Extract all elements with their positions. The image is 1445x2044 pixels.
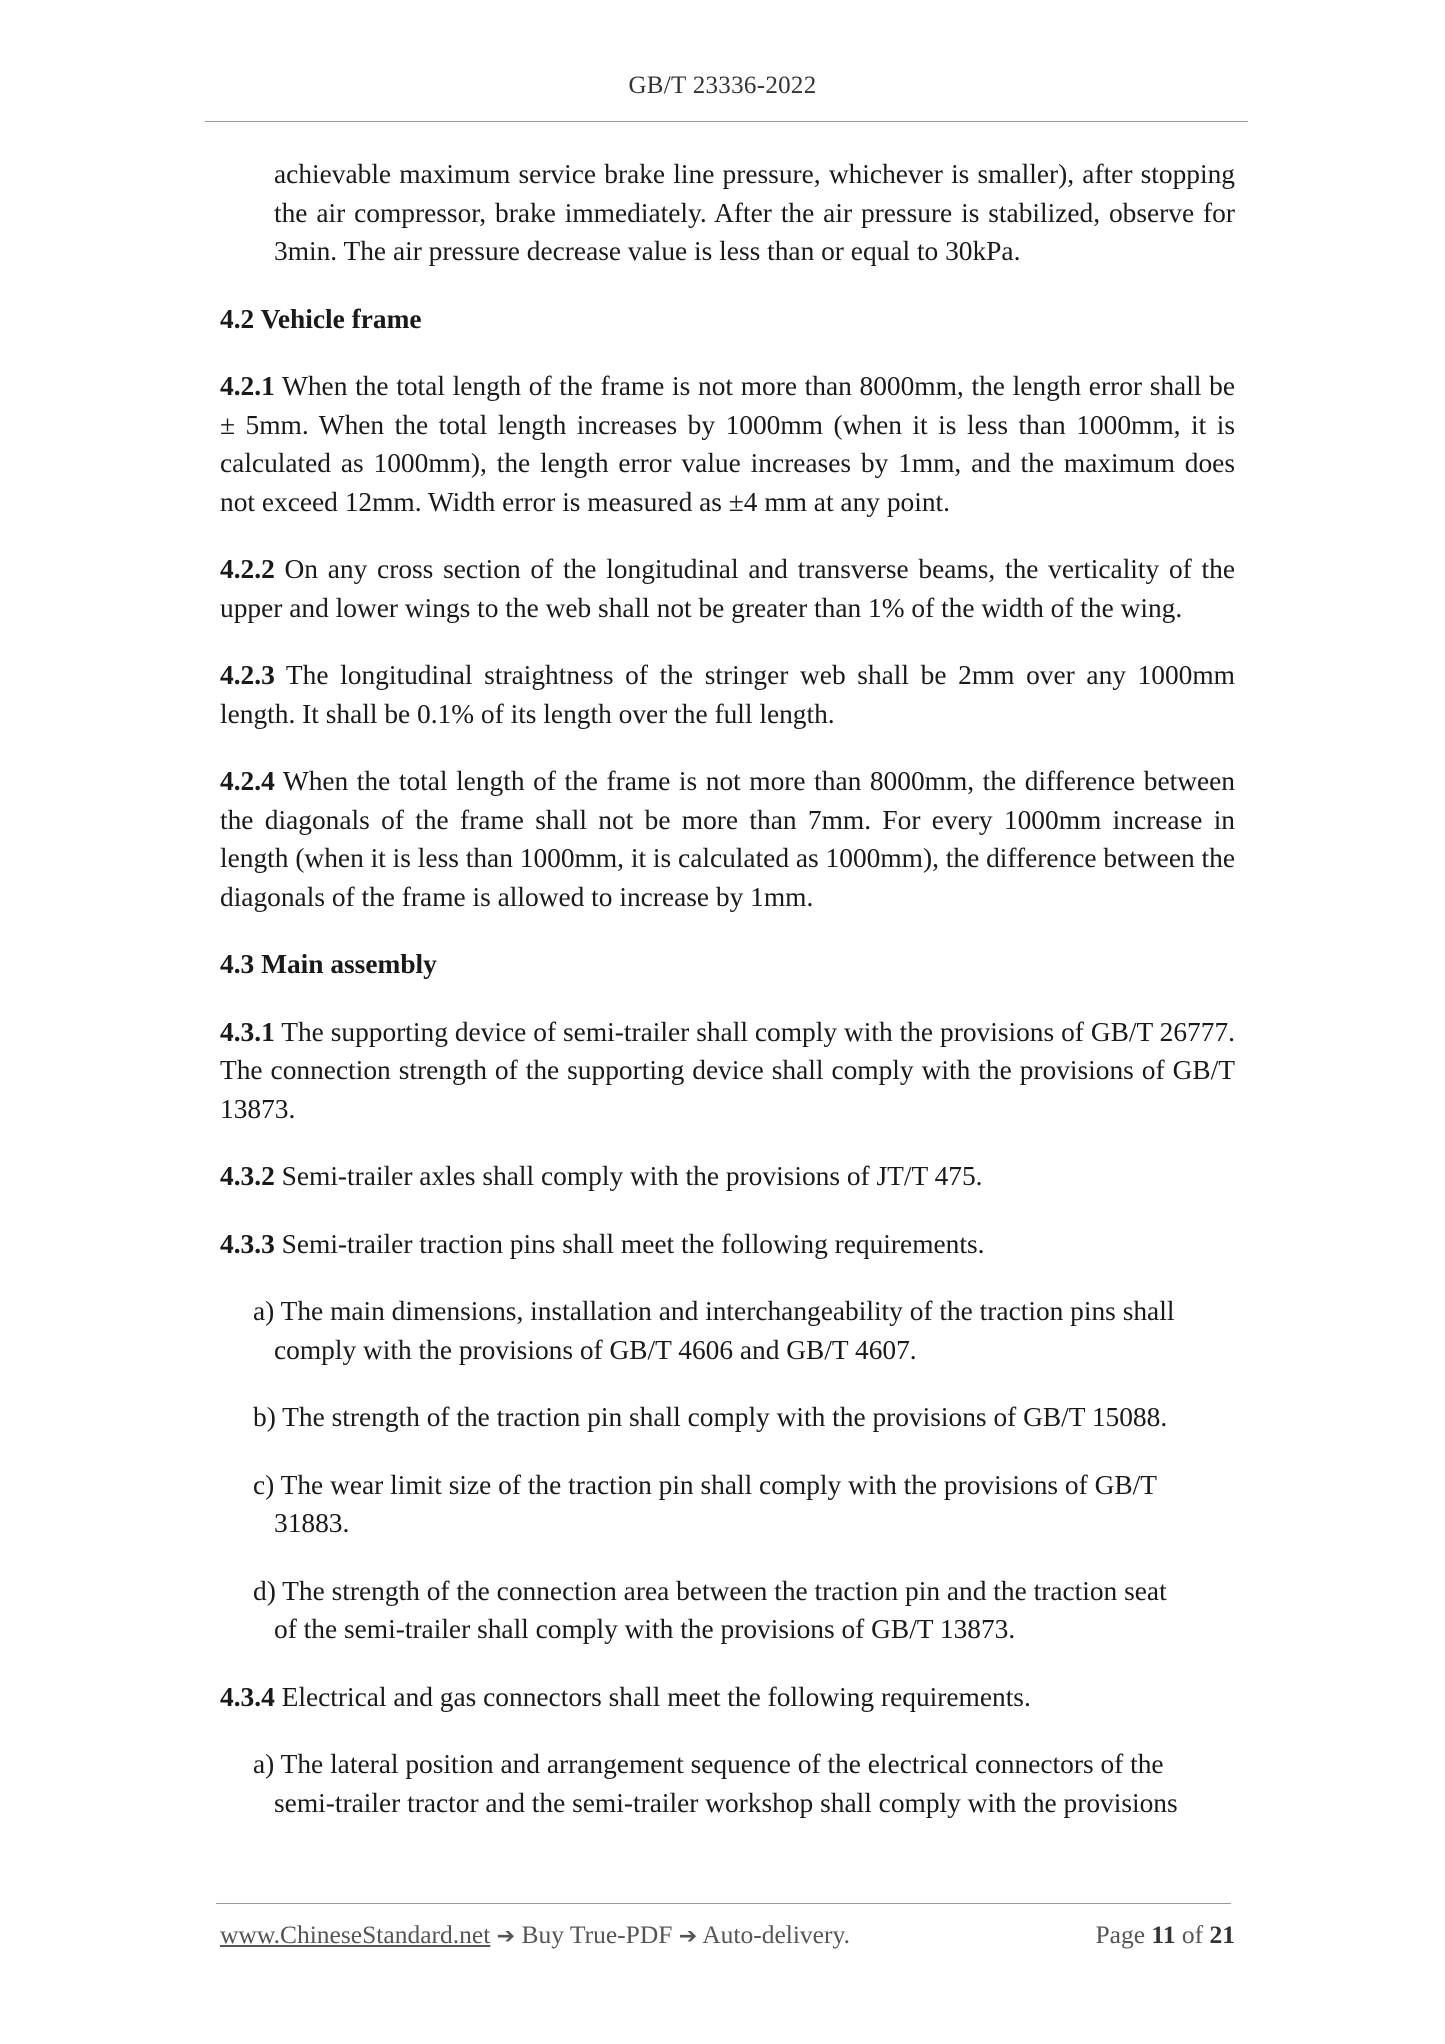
site-link[interactable]: www.ChineseStandard.net <box>220 1920 491 1949</box>
clause-number: 4.3.3 <box>220 1228 275 1259</box>
list-item-continuation: comply with the provisions of GB/T 4606 and GB/T 4607. <box>274 1334 917 1365</box>
page-indicator <box>1095 1920 1235 1950</box>
clause-4-3-4 <box>220 1678 1235 1717</box>
total-page-count: 21 <box>1209 1920 1235 1949</box>
header-divider <box>205 121 1248 122</box>
section-heading-4-3: 4.3 Main assembly <box>220 949 437 979</box>
page-label: Page <box>1095 1920 1152 1949</box>
clause-4-2-1 <box>220 367 1235 521</box>
clause-number: 4.2.1 <box>220 371 275 401</box>
clause-text: When the total length of the frame is not more than 8000mm, the difference between the diagonals of the frame shall not be more than 7mm. For every 1000mm increase in length (when it is less than 1000mm, it is calculated as 1000mm), the difference between the diagonals of the frame is allowed to increase by 1mm. <box>220 766 1235 912</box>
clause-4-3-3 <box>220 1225 1235 1264</box>
clause-number: 4.3.4 <box>220 1681 275 1712</box>
list-item-continuation: 31883. <box>274 1508 350 1538</box>
clause-text: Semi-trailer traction pins shall meet the following requirements. <box>274 1228 985 1259</box>
list-item-text: d) The strength of the connection area between the traction pin and the traction seat <box>253 1575 1167 1606</box>
clause-4-2-2 <box>220 550 1235 627</box>
current-page-number: 11 <box>1151 1920 1176 1949</box>
list-item-4-3-3-c <box>220 1466 1235 1543</box>
arrow-right-icon: ➔ <box>496 1924 516 1949</box>
list-item-text: c) The wear limit size of the traction pin shall comply with the provisions of GB/T <box>253 1469 1157 1500</box>
footer-promo <box>220 1920 850 1950</box>
clause-4-3-2 <box>220 1157 1235 1196</box>
clause-text: The longitudinal straightness of the stringer web shall be 2mm over any 1000mm length. It shall be 0.1% of its length over the full length. <box>220 660 1235 729</box>
list-item-4-3-4-a <box>220 1745 1235 1822</box>
clause-text: On any cross section of the longitudinal and transverse beams, the verticality of the upper and lower wings to the web shall not be greater than 1% of the width of the wing. <box>220 554 1235 623</box>
list-item-4-3-3-b <box>220 1398 1235 1437</box>
list-item-text: b) The strength of the traction pin shall comply with the provisions of GB/T 15088. <box>253 1402 1168 1432</box>
delivery-text: Auto-delivery. <box>697 1920 850 1949</box>
document-body <box>220 155 1235 1822</box>
clause-text: Electrical and gas connectors shall meet the following requirements. <box>274 1681 1031 1712</box>
clause-text: When the total length of the frame is not more than 8000mm, the length error shall be ± 5mm. When the total length increases by 1000mm (when it is less than 1000mm, it is calculated as 1000mm), the length error value increases by 1mm, and the maximum does not exceed 12mm. Width error is measured as ±4 mm at any point. <box>220 371 1235 517</box>
header-standard-code: GB/T 23336-2022 <box>628 72 817 99</box>
footer-divider <box>216 1903 1231 1904</box>
list-item-text: a) The main dimensions, installation and interchangeability of the traction pins shall <box>253 1296 1175 1326</box>
clause-number: 4.2.4 <box>220 766 275 796</box>
clause-number: 4.2.2 <box>220 554 275 584</box>
clause-number: 4.3.1 <box>220 1016 275 1047</box>
section-heading-4-2: 4.2 Vehicle frame <box>220 303 422 334</box>
clause-4-2-4 <box>220 762 1235 916</box>
arrow-right-icon: ➔ <box>678 1924 698 1949</box>
clause-4-3-1 <box>220 1013 1235 1129</box>
of-label: of <box>1175 1920 1210 1949</box>
list-item-continuation: semi-trailer tractor and the semi-trailer workshop shall comply with the provisions <box>274 1787 1178 1818</box>
list-item-continuation: of the semi-trailer shall comply with the provisions of GB/T 13873. <box>274 1614 1016 1644</box>
clause-text: Semi-trailer axles shall comply with the provisions of JT/T 475. <box>274 1161 983 1191</box>
clause-number: 4.3.2 <box>220 1161 275 1191</box>
clause-text: The supporting device of semi-trailer shall comply with the provisions of GB/T 26777. The connection strength of the supporting device shall comply with the provisions of GB/T 13873. <box>220 1016 1235 1124</box>
clause-number: 4.2.3 <box>220 660 275 690</box>
list-item-4-3-3-d <box>220 1572 1235 1649</box>
buy-text: Buy True-PDF <box>515 1920 679 1949</box>
intro-paragraph: achievable maximum service brake line pressure, whichever is smaller), after stopping the air compressor, brake immediately. After the air pressure is stabilized, observe for 3min. The air pressure decrease value is less than or equal to 30kPa. <box>274 159 1235 266</box>
list-item-text: a) The lateral position and arrangement sequence of the electrical connectors of the <box>253 1749 1164 1779</box>
list-item-4-3-3-a <box>220 1292 1235 1369</box>
clause-4-2-3 <box>220 656 1235 733</box>
